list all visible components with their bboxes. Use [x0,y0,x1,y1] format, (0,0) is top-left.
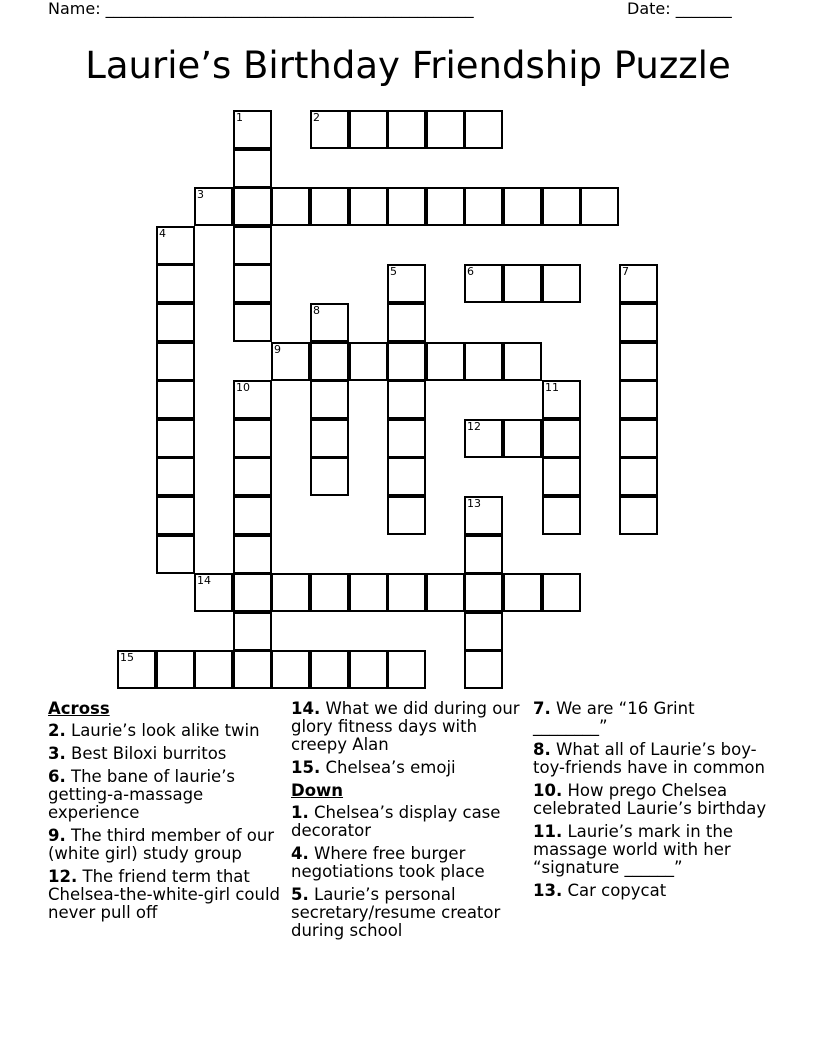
grid-cell[interactable] [619,419,658,458]
grid-cell[interactable] [619,457,658,496]
clue-text: Best Biloxi burritos [71,744,227,763]
grid-cell[interactable] [156,419,195,458]
grid-cell[interactable] [464,264,503,303]
clue-text: What all of Laurie’s boy-toy-friends have in common [533,740,765,777]
across-heading: Across [48,699,110,718]
clue-number-label: 9 [274,343,281,356]
grid-cell[interactable] [619,496,658,535]
grid-cell[interactable] [310,342,349,381]
clue-down-13 [533,882,769,900]
clue-number-label: 13 [467,497,481,510]
grid-cell[interactable] [349,573,388,612]
grid-cell[interactable] [310,457,349,496]
grid-cell[interactable] [310,650,349,689]
grid-cell[interactable] [542,496,581,535]
grid-cell[interactable] [542,380,581,419]
grid-cell[interactable] [233,149,272,188]
clue-number: 13. [533,881,563,900]
grid-cell[interactable] [503,419,542,458]
grid-cell[interactable] [387,342,426,381]
clue-across-3 [48,745,284,763]
grid-cell[interactable] [271,573,310,612]
clue-number-label: 2 [313,111,320,124]
clue-text: We are “16 Grint ________” [533,699,695,736]
grid-cell[interactable] [503,342,542,381]
grid-cell[interactable] [194,650,233,689]
clue-down-10 [533,782,769,818]
grid-cell[interactable] [310,110,349,149]
grid-cell[interactable] [464,110,503,149]
clue-across-2 [48,722,284,740]
grid-cell[interactable] [349,342,388,381]
clue-number-label: 8 [313,304,320,317]
grid-cell[interactable] [233,110,272,149]
grid-cell[interactable] [426,573,465,612]
clue-across-14 [291,700,527,754]
grid-cell[interactable] [503,573,542,612]
clue-across-6 [48,768,284,822]
clue-text: What we did during our glory fitness days with creepy Alan [291,699,520,754]
grid-cell[interactable] [619,264,658,303]
grid-cell[interactable] [619,342,658,381]
clue-number-label: 5 [390,265,397,278]
grid-cell[interactable] [426,187,465,226]
clue-text: Where free burger negotiations took place [291,844,485,881]
grid-cell[interactable] [271,650,310,689]
clue-number-label: 10 [236,381,250,394]
clue-text: Chelsea’s emoji [325,758,456,777]
clue-across-15 [291,759,527,777]
grid-cell[interactable] [310,303,349,342]
clue-number: 12. [48,867,78,886]
grid-cell[interactable] [387,187,426,226]
grid-cell[interactable] [194,187,233,226]
grid-cell[interactable] [233,650,272,689]
grid-cell[interactable] [387,380,426,419]
clue-number: 6. [48,767,66,786]
clue-down-1 [291,804,527,840]
grid-cell[interactable] [156,226,195,265]
date-field: Date: _______ [627,0,732,18]
grid-cell[interactable] [464,419,503,458]
grid-cell[interactable] [156,380,195,419]
grid-cell[interactable] [156,650,195,689]
grid-cell[interactable] [156,342,195,381]
grid-cell[interactable] [387,496,426,535]
clue-number-label: 7 [622,265,629,278]
clue-number: 9. [48,826,66,845]
grid-cell[interactable] [619,303,658,342]
clue-down-7 [533,700,769,736]
grid-cell[interactable] [271,187,310,226]
grid-cell[interactable] [233,264,272,303]
clue-text: Chelsea’s display case decorator [291,803,501,840]
grid-cell[interactable] [156,457,195,496]
clue-text: The bane of laurie’s getting-a-massage experience [48,767,236,822]
name-field: Name: ______________________________________________ [48,0,474,18]
grid-cell[interactable] [464,342,503,381]
grid-cell[interactable] [387,573,426,612]
clue-down-5 [291,886,527,940]
grid-cell[interactable] [233,612,272,651]
clue-number-label: 1 [236,111,243,124]
clue-number-label: 12 [467,420,481,433]
clue-number-label: 6 [467,265,474,278]
clue-number: 11. [533,822,563,841]
grid-cell[interactable] [310,187,349,226]
grid-cell[interactable] [156,264,195,303]
clues-column-2 [291,700,527,945]
clue-number: 2. [48,721,66,740]
clue-number: 1. [291,803,309,822]
grid-cell[interactable] [156,496,195,535]
clue-number-label: 15 [120,651,134,664]
grid-cell[interactable] [426,110,465,149]
clue-text: The third member of our (white girl) study group [48,826,275,863]
clue-across-9 [48,827,284,863]
clue-number-label: 4 [159,227,166,240]
clue-text: Laurie’s mark in the massage world with her “signature ______” [533,822,733,877]
grid-cell[interactable] [542,187,581,226]
clue-number-label: 14 [197,574,211,587]
grid-cell[interactable] [387,650,426,689]
clue-number: 7. [533,699,551,718]
grid-cell[interactable] [619,380,658,419]
clue-number: 8. [533,740,551,759]
grid-cell[interactable] [464,612,503,651]
clue-down-4 [291,845,527,881]
grid-cell[interactable] [464,573,503,612]
clue-number: 10. [533,781,563,800]
grid-cell[interactable] [542,419,581,458]
grid-cell[interactable] [464,535,503,574]
grid-cell[interactable] [387,419,426,458]
grid-cell[interactable] [156,535,195,574]
clue-text: Laurie’s look alike twin [71,721,260,740]
clue-down-11 [533,823,769,877]
grid-cell[interactable] [580,187,619,226]
clue-text: The friend term that Chelsea-the-white-girl could never pull off [48,867,281,922]
grid-cell[interactable] [542,573,581,612]
grid-cell[interactable] [349,187,388,226]
grid-cell[interactable] [503,187,542,226]
grid-cell[interactable] [464,187,503,226]
clues-column-1 [48,700,284,927]
grid-cell[interactable] [233,303,272,342]
page-title: Laurie’s Birthday Friendship Puzzle [85,44,731,87]
clue-text: Laurie’s personal secretary/resume creator during school [291,885,501,940]
clue-number: 3. [48,744,66,763]
grid-cell[interactable] [310,380,349,419]
grid-cell[interactable] [271,342,310,381]
clue-across-12 [48,868,284,922]
grid-cell[interactable] [233,457,272,496]
grid-cell[interactable] [387,264,426,303]
down-heading: Down [291,781,344,800]
grid-cell[interactable] [233,419,272,458]
clue-text: How prego Chelsea celebrated Laurie’s birthday [533,781,767,818]
clue-number-label: 3 [197,188,204,201]
grid-cell[interactable] [233,496,272,535]
grid-cell[interactable] [233,380,272,419]
grid-cell[interactable] [310,573,349,612]
grid-cell[interactable] [117,650,156,689]
grid-cell[interactable] [426,342,465,381]
clue-number: 15. [291,758,321,777]
grid-cell[interactable] [503,264,542,303]
grid-cell[interactable] [542,264,581,303]
grid-cell[interactable] [464,650,503,689]
grid-cell[interactable] [387,457,426,496]
grid-cell[interactable] [194,573,233,612]
grid-cell[interactable] [233,226,272,265]
clue-number-label: 11 [545,381,559,394]
grid-cell[interactable] [387,110,426,149]
grid-cell[interactable] [349,650,388,689]
grid-cell[interactable] [387,303,426,342]
clue-number: 4. [291,844,309,863]
clue-down-8 [533,741,769,777]
clue-text: Car copycat [567,881,667,900]
clue-number: 14. [291,699,321,718]
grid-cell[interactable] [233,573,272,612]
grid-cell[interactable] [156,303,195,342]
grid-cell[interactable] [233,187,272,226]
clues-column-3 [533,700,769,905]
grid-cell[interactable] [542,457,581,496]
grid-cell[interactable] [310,419,349,458]
grid-cell[interactable] [349,110,388,149]
grid-cell[interactable] [464,496,503,535]
clue-number: 5. [291,885,309,904]
grid-cell[interactable] [233,535,272,574]
